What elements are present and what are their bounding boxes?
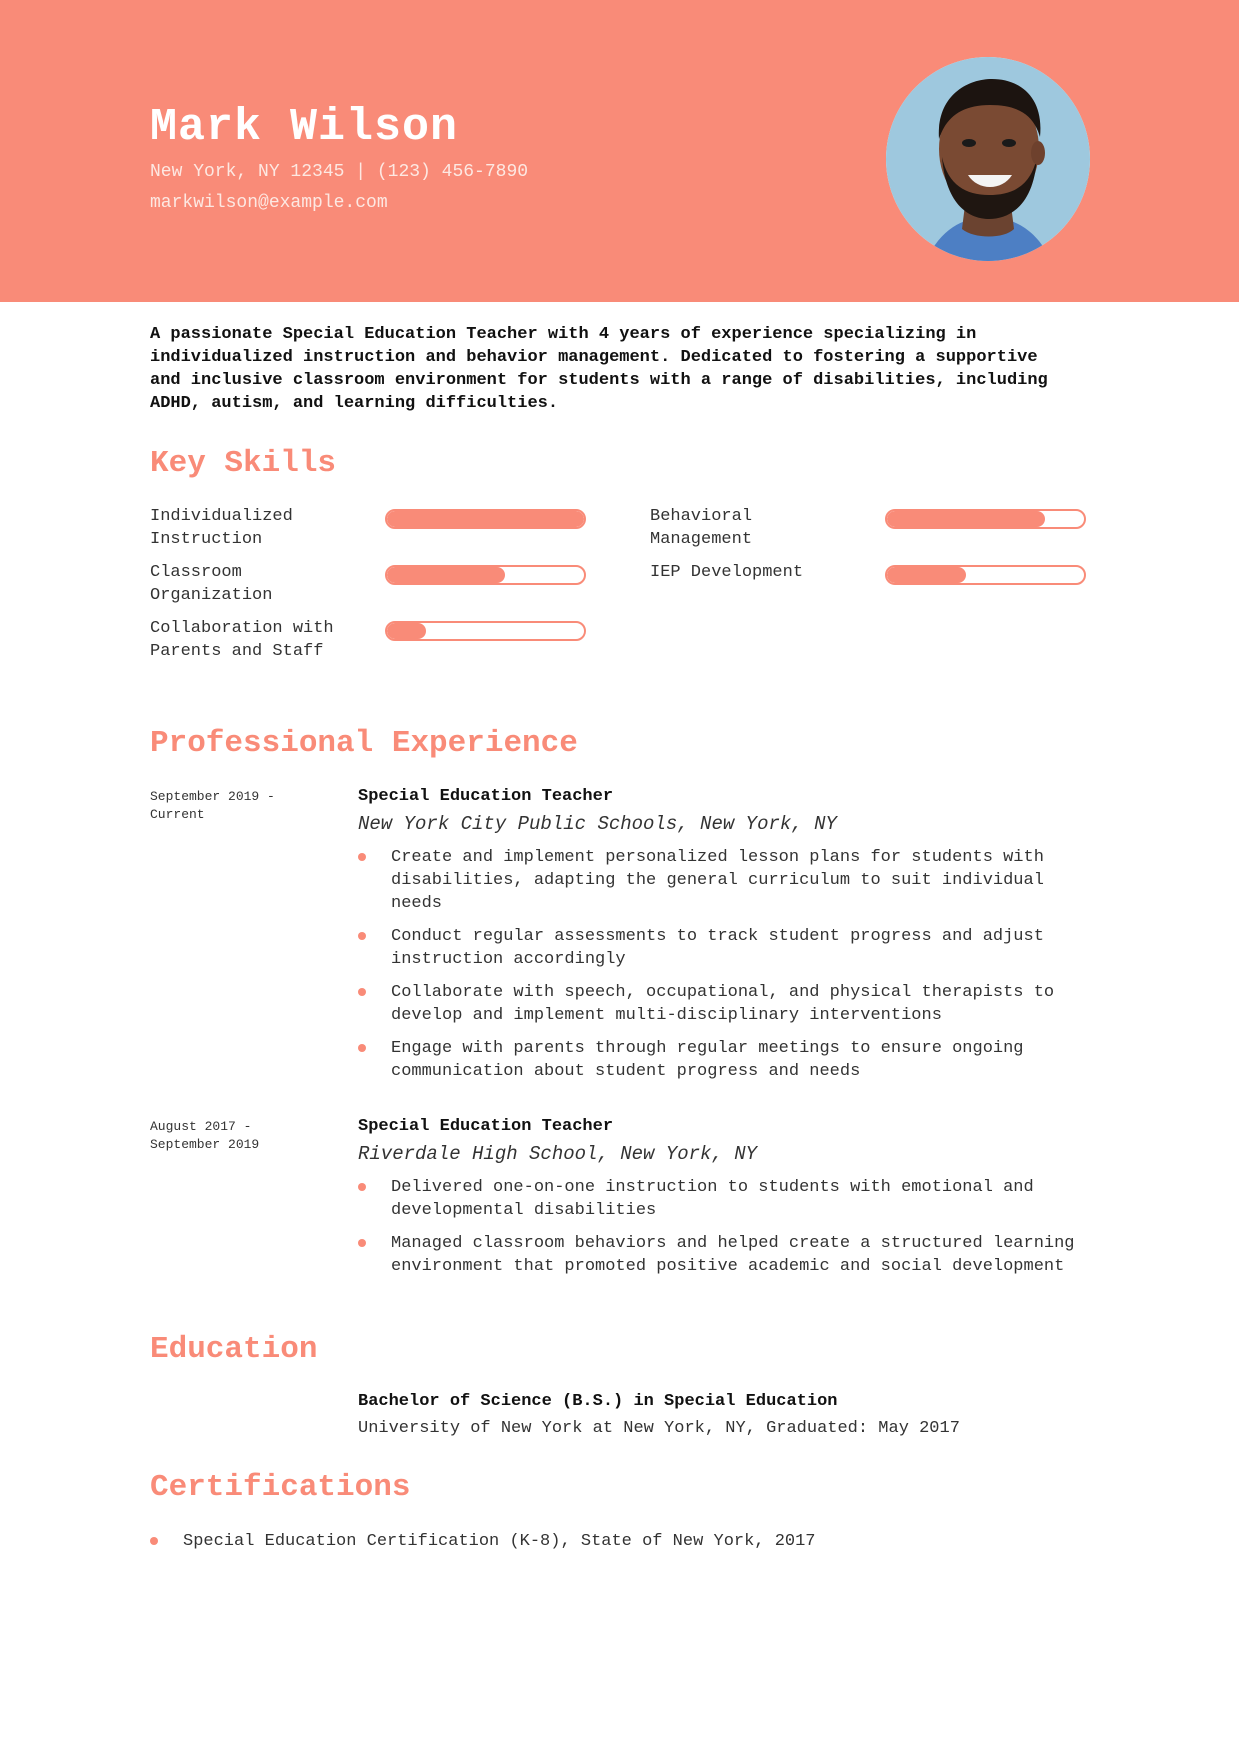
bullet-dot-icon: [358, 988, 366, 996]
list-item: Managed classroom behaviors and helped create a structured learning environment that promoted positive academic and social development: [358, 1232, 1098, 1278]
skill-meter-fill: [387, 567, 505, 583]
job-bullet-list: [358, 846, 1098, 1093]
list-item: Conduct regular assessments to track student progress and adjust instruction accordingly: [358, 925, 1098, 971]
skill-meter-fill: [387, 623, 426, 639]
certification-list: [150, 1530, 1050, 1553]
portrait-image: [886, 57, 1090, 261]
candidate-name: Mark Wilson: [150, 102, 459, 153]
header-banner: [0, 0, 1239, 302]
location-phone: New York, NY 12345 | (123) 456-7890: [150, 162, 529, 182]
skill-label: Individualized Instruction: [150, 507, 293, 549]
job-title: Special Education Teacher: [358, 1117, 614, 1136]
job-bullet-list: [358, 1176, 1098, 1288]
skill-label: Behavioral Management: [650, 507, 753, 549]
education-school: University of New York at New York, NY, Graduated: May 2017: [358, 1419, 960, 1438]
list-item: Collaborate with speech, occupational, and physical therapists to develop and implement multi-disciplinary interventions: [358, 981, 1098, 1027]
bullet-dot-icon: [358, 1239, 366, 1247]
skill-meter-fill: [887, 511, 1045, 527]
list-item: Special Education Certification (K-8), State of New York, 2017: [150, 1530, 1050, 1553]
job-title: Special Education Teacher: [358, 787, 614, 806]
job-dates: September 2019 - Current: [150, 789, 275, 822]
bullet-dot-icon: [358, 1183, 366, 1191]
skill-meter-fill: [887, 567, 966, 583]
skill-label: Collaboration with Parents and Staff: [150, 619, 334, 661]
skill-label: Classroom Organization: [150, 563, 273, 605]
professional-summary: A passionate Special Education Teacher with 4 years of experience specializing in individualized instruction and behavior management. Dedicated to fostering a supportive and inclusive classroom environment for students with a range of disabilities, including ADHD, autism, and learning difficulties.: [150, 325, 1048, 413]
skill-meter: [385, 565, 586, 585]
profile-photo: [886, 57, 1090, 261]
job-company: Riverdale High School, New York, NY: [358, 1143, 758, 1165]
bullet-dot-icon: [358, 932, 366, 940]
skill-meter: [885, 509, 1086, 529]
list-item: Delivered one-on-one instruction to students with emotional and developmental disabilities: [358, 1176, 1098, 1222]
skills-section-title: Key Skills: [150, 446, 337, 481]
bullet-dot-icon: [358, 853, 366, 861]
skill-meter: [885, 565, 1086, 585]
bullet-dot-icon: [358, 1044, 366, 1052]
list-item: Create and implement personalized lesson plans for students with disabilities, adapting the general curriculum to suit individual needs: [358, 846, 1098, 915]
job-dates: August 2017 - September 2019: [150, 1119, 260, 1152]
job-company: New York City Public Schools, New York, NY: [358, 813, 837, 835]
bullet-dot-icon: [150, 1537, 158, 1545]
certifications-section-title: Certifications: [150, 1470, 411, 1505]
skill-meter-fill: [387, 511, 584, 527]
skill-meter: [385, 509, 586, 529]
education-section-title: Education: [150, 1332, 318, 1367]
list-item: Engage with parents through regular meetings to ensure ongoing communication about student progress and needs: [358, 1037, 1098, 1083]
experience-section-title: Professional Experience: [150, 726, 578, 761]
email: markwilson@example.com: [150, 193, 388, 213]
skill-label: IEP Development: [650, 563, 804, 582]
skill-meter: [385, 621, 586, 641]
education-degree: Bachelor of Science (B.S.) in Special Education: [358, 1392, 838, 1411]
